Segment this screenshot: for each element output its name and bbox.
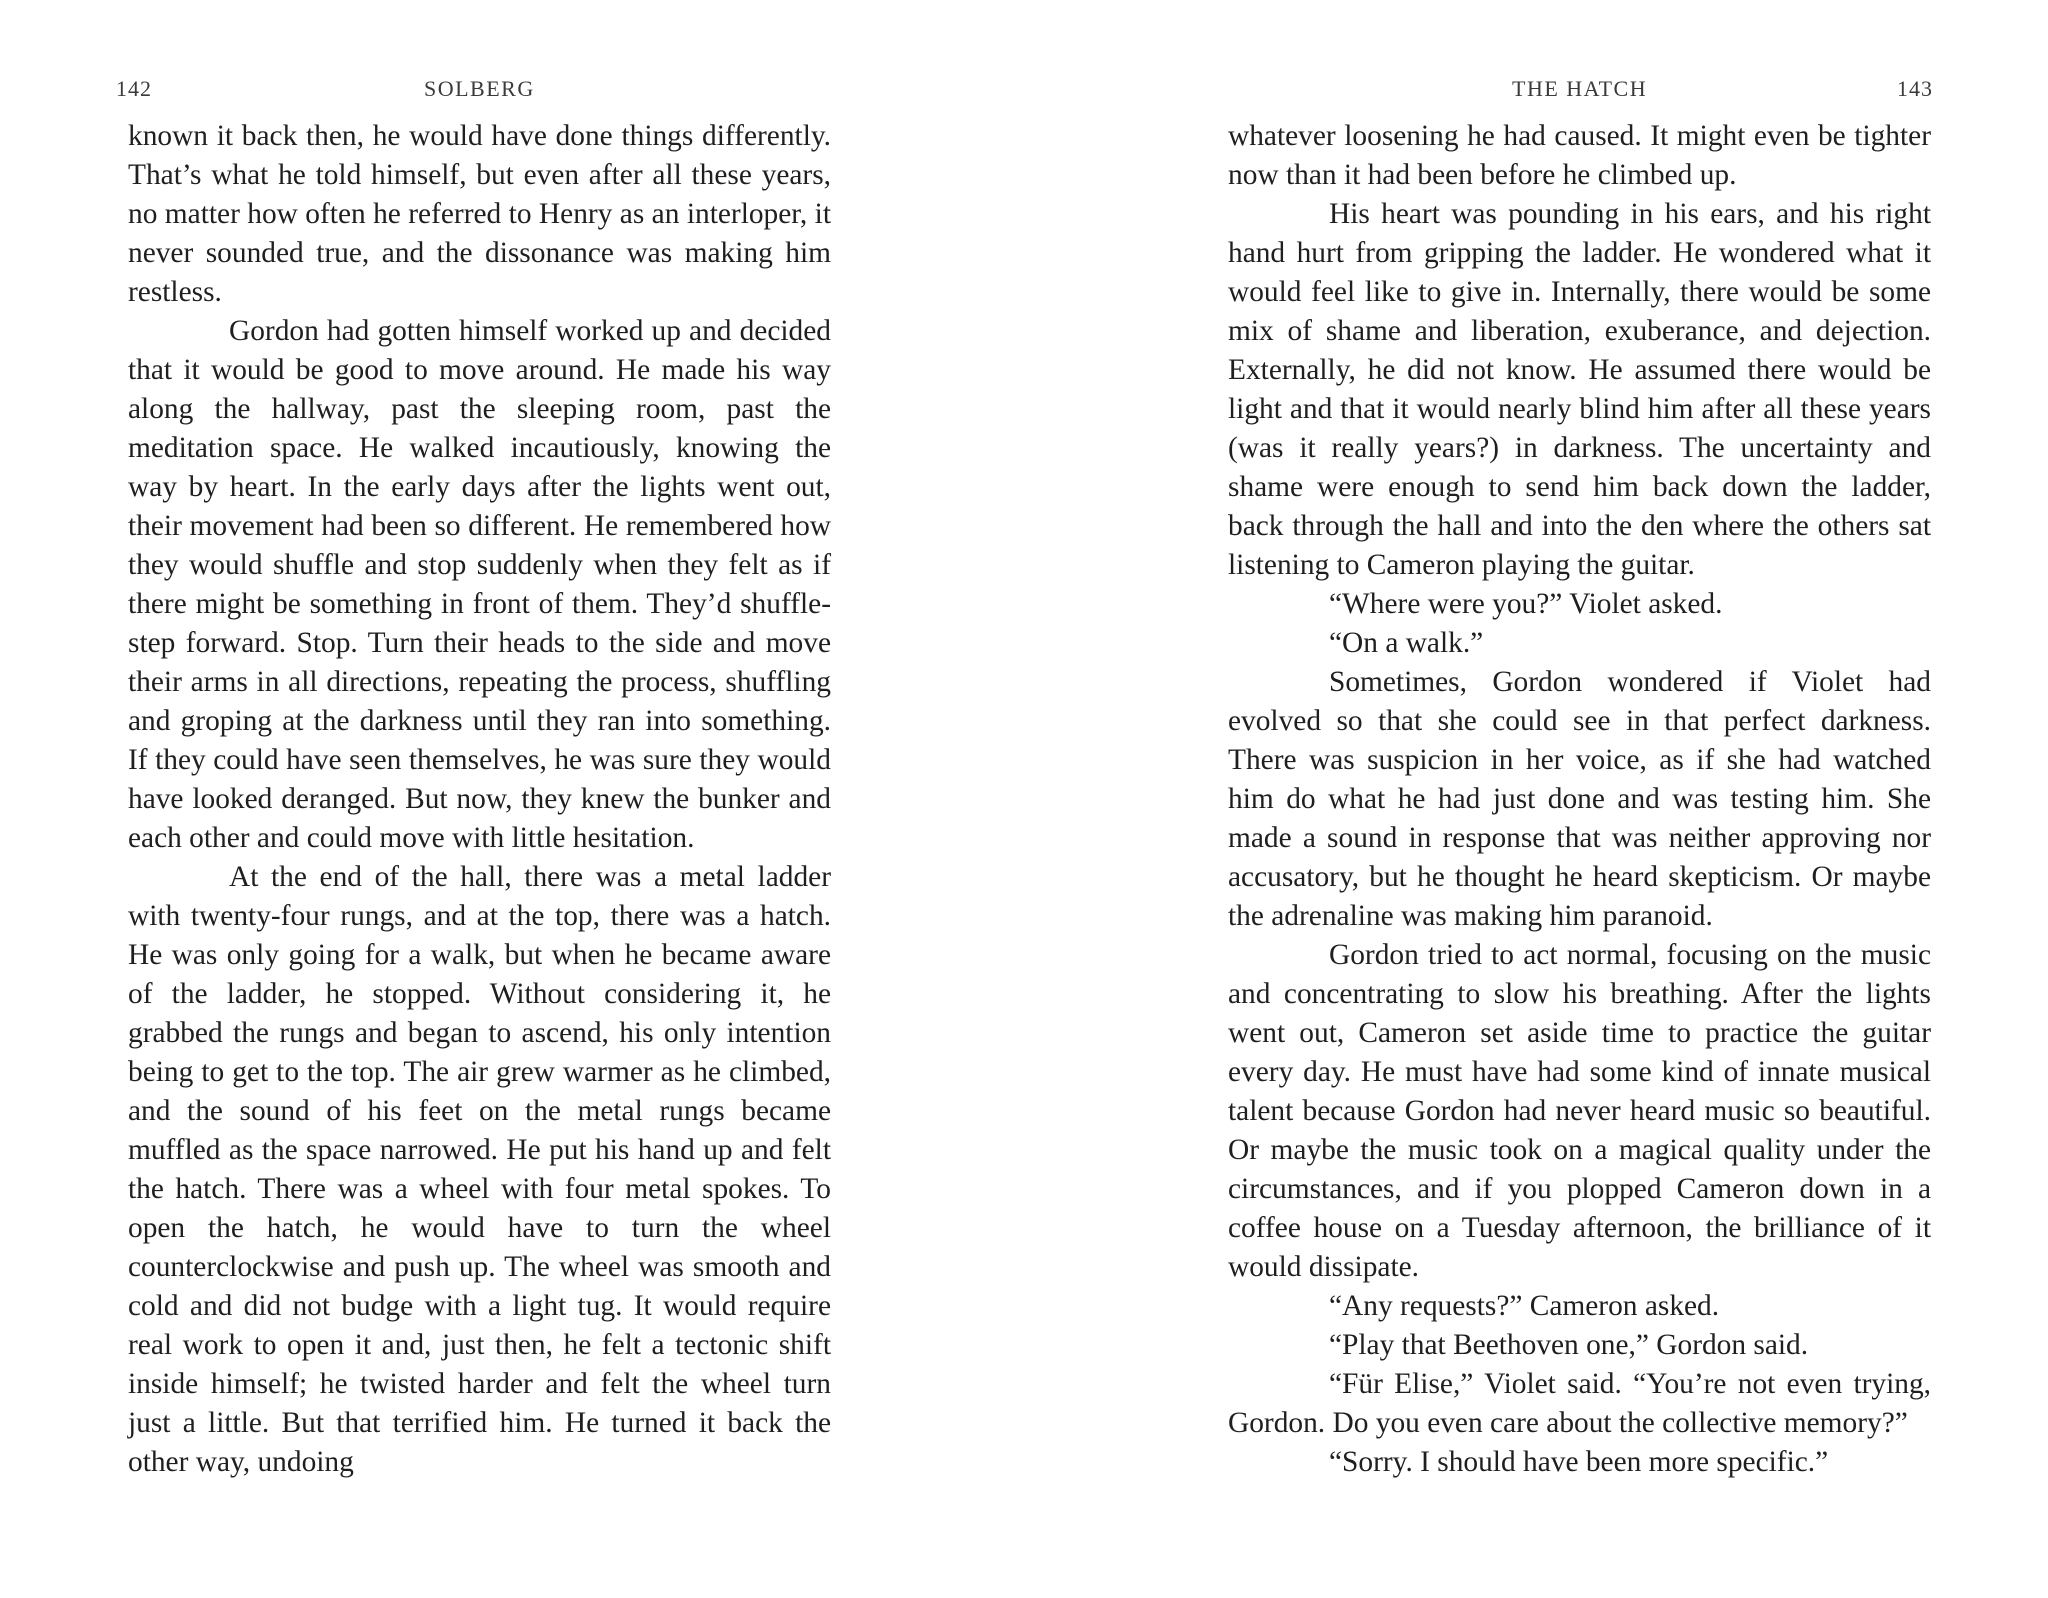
dialogue-line: “Für Elise,” Violet said. “You’re not even trying, Gordon. Do you even care about the collective memory?” bbox=[1228, 1368, 1931, 1439]
running-head-right bbox=[1228, 76, 1931, 102]
dialogue-line: “Sorry. I should have been more specific.” bbox=[1329, 1446, 1829, 1478]
paragraph: Gordon tried to act normal, focusing on the music and concentrating to slow his breathing. After the lights went out, Cameron set aside time to practice the guitar every day. He must have had some kind of innate musical talent because Gordon had never heard music so beautiful. Or maybe the music took on a magical quality under the circumstances, and if you plopped Cameron down in a coffee house on a Tuesday afternoon, the brilliance of it would dissipate. bbox=[1228, 939, 1931, 1283]
running-head-author: SOLBERG bbox=[424, 76, 535, 101]
paragraph: Gordon had gotten himself worked up and decided that it would be good to move around. He made his way along the hallway, past the sleeping room, past the meditation space. He walked incautiously, knowing the way by heart. In the early days after the lights went out, their movement had been so different. He remembered how they would shuffle and stop suddenly when they felt as if there might be something in front of them. They’d shuffle-step forward. Stop. Turn their heads to the side and move their arms in all directions, repeating the process, shuffling and groping at the darkness until they ran into something. If they could have seen themselves, he was sure they would have looked deranged. But now, they knew the bunker and each other and could move with little hesitation. bbox=[128, 315, 831, 854]
dialogue-line: “On a walk.” bbox=[1329, 627, 1484, 659]
running-head-left bbox=[116, 76, 831, 102]
dialogue-line: “Where were you?” Violet asked. bbox=[1329, 588, 1723, 620]
left-page-body bbox=[128, 117, 831, 1482]
page-number-right: 143 bbox=[1897, 76, 1933, 101]
dialogue-line: “Play that Beethoven one,” Gordon said. bbox=[1329, 1329, 1809, 1361]
running-head-chapter-title: THE HATCH bbox=[1512, 76, 1648, 101]
dialogue-line: “Any requests?” Cameron asked. bbox=[1329, 1290, 1720, 1322]
paragraph: whatever loosening he had caused. It might even be tighter now than it had been before he climbed up. bbox=[1228, 120, 1931, 191]
page-number-left: 142 bbox=[116, 76, 152, 101]
paragraph: At the end of the hall, there was a metal ladder with twenty-four rungs, and at the top, there was a hatch. He was only going for a walk, but when he became aware of the ladder, he stopped. Without considering it, he grabbed the rungs and began to ascend, his only intention being to get to the top. The air grew warmer as he climbed, and the sound of his feet on the metal rungs became muffled as the space narrowed. He put his hand up and felt the hatch. There was a wheel with four metal spokes. To open the hatch, he would have to turn the wheel counterclockwise and push up. The wheel was smooth and cold and did not budge with a light tug. It would require real work to open it and, just then, he felt a tectonic shift inside himself; he twisted harder and felt the wheel turn just a little. But that terrified him. He turned it back the other way, undoing bbox=[128, 861, 831, 1478]
paragraph: Sometimes, Gordon wondered if Violet had evolved so that she could see in that perfect darkness. There was suspicion in her voice, as if she had watched him do what he had just done and was testing him. She made a sound in response that was neither approving nor accusatory, but he thought he heard skepticism. Or maybe the adrenaline was making him paranoid. bbox=[1228, 666, 1931, 932]
right-page bbox=[1228, 0, 1931, 1598]
left-page bbox=[116, 0, 831, 1598]
paragraph: His heart was pounding in his ears, and his right hand hurt from gripping the ladder. He wondered what it would feel like to give in. Internally, there would be some mix of shame and liberation, exuberance, and dejection. Externally, he did not know. He assumed there would be light and that it would nearly blind him after all these years (was it really years?) in darkness. The uncertainty and shame were enough to send him back down the ladder, back through the hall and into the den where the others sat listening to Cameron playing the guitar. bbox=[1228, 198, 1931, 581]
paragraph: known it back then, he would have done things differently. That’s what he told himself, but even after all these years, no matter how often he referred to Henry as an interloper, it never sounded true, and the dissonance was making him restless. bbox=[128, 120, 831, 308]
right-page-body bbox=[1228, 117, 1931, 1482]
